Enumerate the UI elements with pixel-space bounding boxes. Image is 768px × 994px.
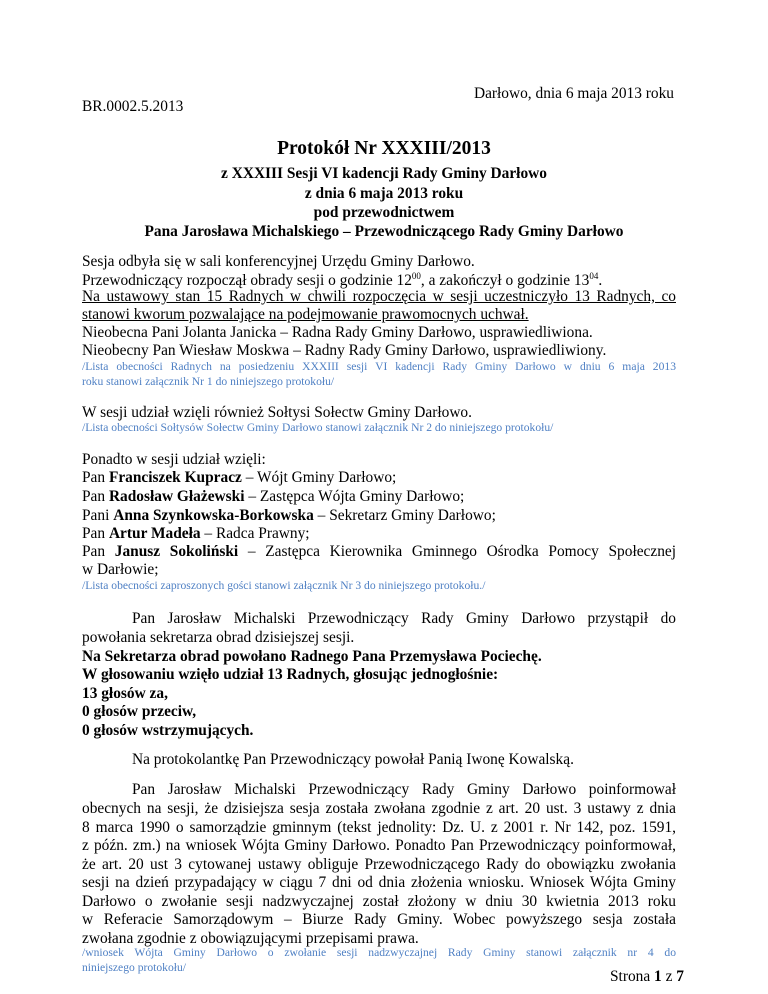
info-paragraph-line: w Referacie Samorządowym – Biurze Rady Gminy. Wobec powyższego sesja została [82, 911, 676, 928]
vote-against: 0 głosów przeciw, [82, 703, 197, 720]
quorum-line: Na ustawowy stan 15 Radnych w chwili rozpoczęcia w sesji uczestniczyło 13 Radnych, co [82, 288, 676, 305]
info-paragraph-line: sesji na dzień przypadający w ciągu 7 dni od dnia złożenia wniosku. Wniosek Wójta Gminy [82, 874, 676, 891]
vote-intro: W głosowaniu wzięło udział 13 Radnych, głosując jednogłośnie: [82, 666, 499, 683]
title-line-chair: pod przewodnictwem [313, 204, 455, 221]
absent-line-2: Nieobecny Pan Wiesław Moskwa – Radny Rady Gminy Darłowo, usprawiedliwiony. [82, 342, 607, 359]
info-paragraph-line: że art. 20 ust 3 cytowanej ustawy obliguje Przewodniczącego Rady do obowiązku zwołania [82, 856, 676, 873]
recorder-line: Na protokolantkę Pan Przewodniczący powołał Panią Iwonę Kowalską. [132, 751, 574, 768]
guests-intro: Ponadto w sesji udział wzięli: [82, 451, 266, 468]
page-number: Strona 1 z 7 [609, 968, 684, 985]
guest-item: Pani Anna Szynkowska-Borkowska – Sekretarz Gminy Darłowo; [82, 507, 496, 524]
attachment-note-1-cont: roku stanowi załącznik Nr 1 do niniejszego protokołu/ [82, 375, 335, 388]
document-title: Protokół Nr XXXIII/2013 [277, 138, 491, 159]
secretary-appointed: Na Sekretarza obrad powołano Radnego Pana Przemysława Pociechę. [82, 648, 542, 665]
title-line-chairman: Pana Jarosława Michalskiego – Przewodniczącego Rady Gminy Darłowo [144, 223, 624, 240]
attachment-note-2: /Lista obecności Sołtysów Sołectw Gminy Darłowo stanowi załącznik Nr 2 do niniejszego protokołu/ [82, 421, 554, 434]
vote-abstain: 0 głosów wstrzymujących. [82, 722, 254, 739]
secretary-paragraph: Pan Jarosław Michalski Przewodniczący Rady Gminy Darłowo przystąpił do [132, 610, 676, 627]
quorum-line-2: stanowi kworum pozwalające na podejmowanie prawomocnych uchwał. [82, 306, 529, 323]
attachment-note-4-cont: niniejszego protokołu/ [82, 961, 187, 974]
info-paragraph-line: z późn. zm.) na wniosek Wójta Gminy Darłowo. Ponadto Pan Przewodniczący poinformował, [82, 837, 676, 854]
attachment-note-3: /Lista obecności zaproszonych gości stanowi załącznik Nr 3 do niniejszego protokołu./ [82, 579, 486, 592]
attachment-note-1: /Lista obecności Radnych na posiedzeniu XXXIII sesji VI kadencji Rady Gminy Darłowo w dniu 6 maja 2013 [82, 360, 676, 373]
info-paragraph-line: 8 marca 1990 o samorządzie gminnym (tekst jednolity: Dz. U. z 2001 r. Nr 142, poz. 1591, [82, 819, 676, 836]
secretary-paragraph-cont: powołania sekretarza obrad dzisiejszej sesji. [82, 629, 355, 646]
intro-line: Sesja odbyła się w sali konferencyjnej Urzędu Gminy Darłowo. [82, 253, 475, 270]
intro-hours-line: Przewodniczący rozpoczął obrady sesji o godzinie $12^{00}$, a zakończył o godzinie $13^{04}$. [82, 271, 603, 289]
guest-item: Pan Artur Madeła – Radca Prawny; [82, 525, 310, 542]
absent-line-1: Nieobecna Pani Jolanta Janicka – Radna Rady Gminy Darłowo, usprawiedliwiona. [82, 324, 593, 341]
title-line-date: z dnia 6 maja 2013 roku [304, 185, 464, 202]
vote-for: 13 głosów za, [82, 685, 168, 702]
place-date: Darłowo, dnia 6 maja 2013 roku [473, 85, 674, 102]
guest-item: Pan Radosław Głażewski – Zastępca Wójta Gminy Darłowo; [82, 488, 465, 505]
reference-number: BR.0002.5.2013 [82, 98, 184, 115]
attachment-note-4: /wniosek Wójta Gminy Darłowo o zwołanie sesji nadzwyczajnej Rady Gminy stanowi załącznik nr 4 do [82, 946, 676, 959]
soltysi-line: W sesji udział wzięli również Sołtysi Sołectw Gminy Darłowo. [82, 404, 472, 421]
guest-item-cont: w Darłowie; [82, 561, 159, 578]
guest-item: Pan Franciszek Kupracz – Wójt Gminy Darłowo; [82, 469, 397, 486]
info-paragraph-line: zwołana zgodnie z obowiązującymi przepisami prawa. [82, 930, 419, 947]
info-paragraph: Pan Jarosław Michalski Przewodniczący Rady Gminy Darłowo poinformował [132, 781, 676, 798]
title-line-session: z XXXIII Sesji VI kadencji Rady Gminy Darłowo [221, 165, 547, 182]
info-paragraph-line: obecnych na sesji, że dzisiejsza sesja została zwołana zgodnie z art. 20 ust. 3 ustawy z dnia [82, 800, 676, 817]
guest-item: Pan Janusz Sokoliński – Zastępca Kierownika Gminnego Ośrodka Pomocy Społecznej [82, 543, 677, 560]
info-paragraph-line: Darłowo o zwołanie sesji nadzwyczajnej został złożony w dniu 30 kwietnia 2013 roku [82, 893, 676, 910]
